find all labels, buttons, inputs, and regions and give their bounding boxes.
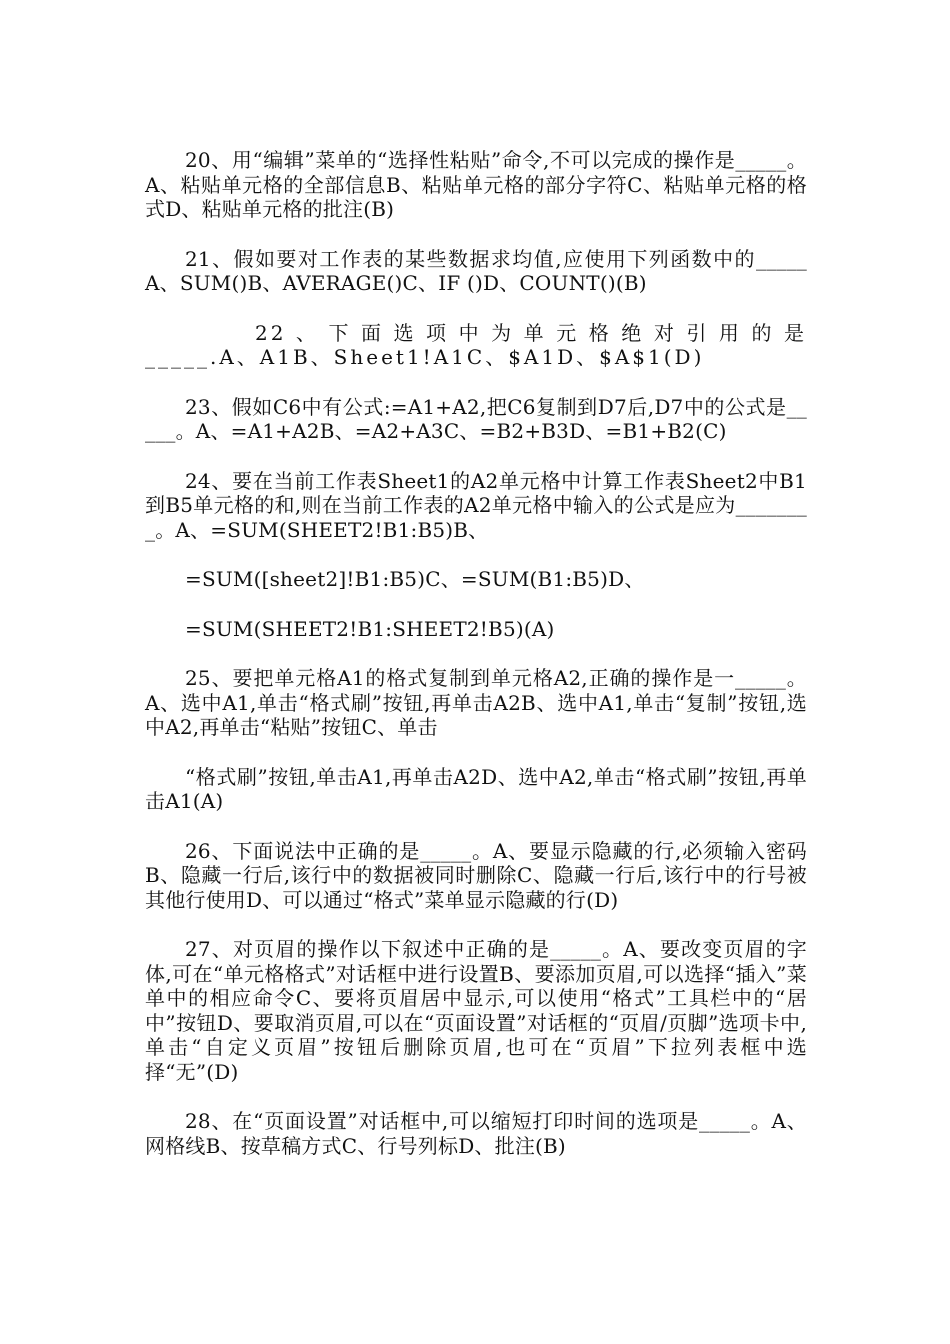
question-23: 23、假如C6中有公式:=A1+A2,把C6复制到D7后,D7中的公式是_____。A、=A1+A2B、=A2+A3C、=B2+B3D、=B1+B2(C) — [145, 394, 807, 443]
question-21: 21、假如要对工作表的某些数据求均值,应使用下列函数中的_____A、SUM()B、AVERAGE()C、IF ()D、COUNT()(B) — [145, 246, 807, 295]
question-26: 26、下面说法中正确的是_____。A、要显示隐藏的行,必须输入密码B、隐藏一行后,该行中的数据被同时删除C、隐藏一行后,该行中的行号被其他行使用D、可以通过“格式”菜单显示隐藏的行(D) — [145, 838, 807, 912]
question-24-option-d: =SUM(SHEET2!B1:SHEET2!B5)(A) — [185, 616, 555, 641]
question-20: 20、用“编辑”菜单的“选择性粘贴”命令,不可以完成的操作是_____。A、粘贴单元格的全部信息B、粘贴单元格的部分字符C、粘贴单元格的格式D、粘贴单元格的批注(B) — [145, 148, 807, 221]
question-25-continued: “格式刷”按钮,单击A1,再单击A2D、选中A2,单击“格式刷”按钮,再单击A1(A) — [145, 764, 807, 813]
question-25: 25、要把单元格A1的格式复制到单元格A2,正确的操作是一_____。A、选中A1,单击“格式刷”按钮,再单击A2B、选中A1,单击“复制”按钮,选中A2,再单击“粘贴”按钮C、单击 — [145, 666, 807, 739]
question-27: 27、对页眉的操作以下叙述中正确的是_____。A、要改变页眉的字体,可在“单元格格式”对话框中进行设置B、要添加页眉,可以选择“插入”菜单中的相应命令C、要将页眉居中显示,可以使用“格式”工具栏中的“居中”按钮D、要取消页眉,可以在“页面设置”对话框的“页眉/页脚”选项卡中,单击“自定义页眉”按钮后删除页眉,也可在“页眉”下拉列表框中选择“无”(D) — [145, 937, 807, 1084]
document-page — [145, 148, 807, 1183]
question-22: 22 、 下 面 选 项 中 为 单 元 格 绝 对 引 用 的 是_____.A、A1B、Sheet1!A1C、$A1D、$A$1(D) — [145, 320, 807, 369]
question-24-option-b: =SUM([sheet2]!B1:B5)C、=SUM(B1:B5)D、 — [185, 567, 645, 591]
question-28: 28、在“页面设置”对话框中,可以缩短打印时间的选项是_____。A、网格线B、按草稿方式C、行号列标D、批注(B) — [145, 1109, 807, 1158]
question-24: 24、要在当前工作表Sheet1的A2单元格中计算工作表Sheet2中B1到B5单元格的和,则在当前工作表的A2单元格中输入的公式是应为________。A、=SUM(SHEET2!B1:B5)B、 — [145, 468, 807, 542]
